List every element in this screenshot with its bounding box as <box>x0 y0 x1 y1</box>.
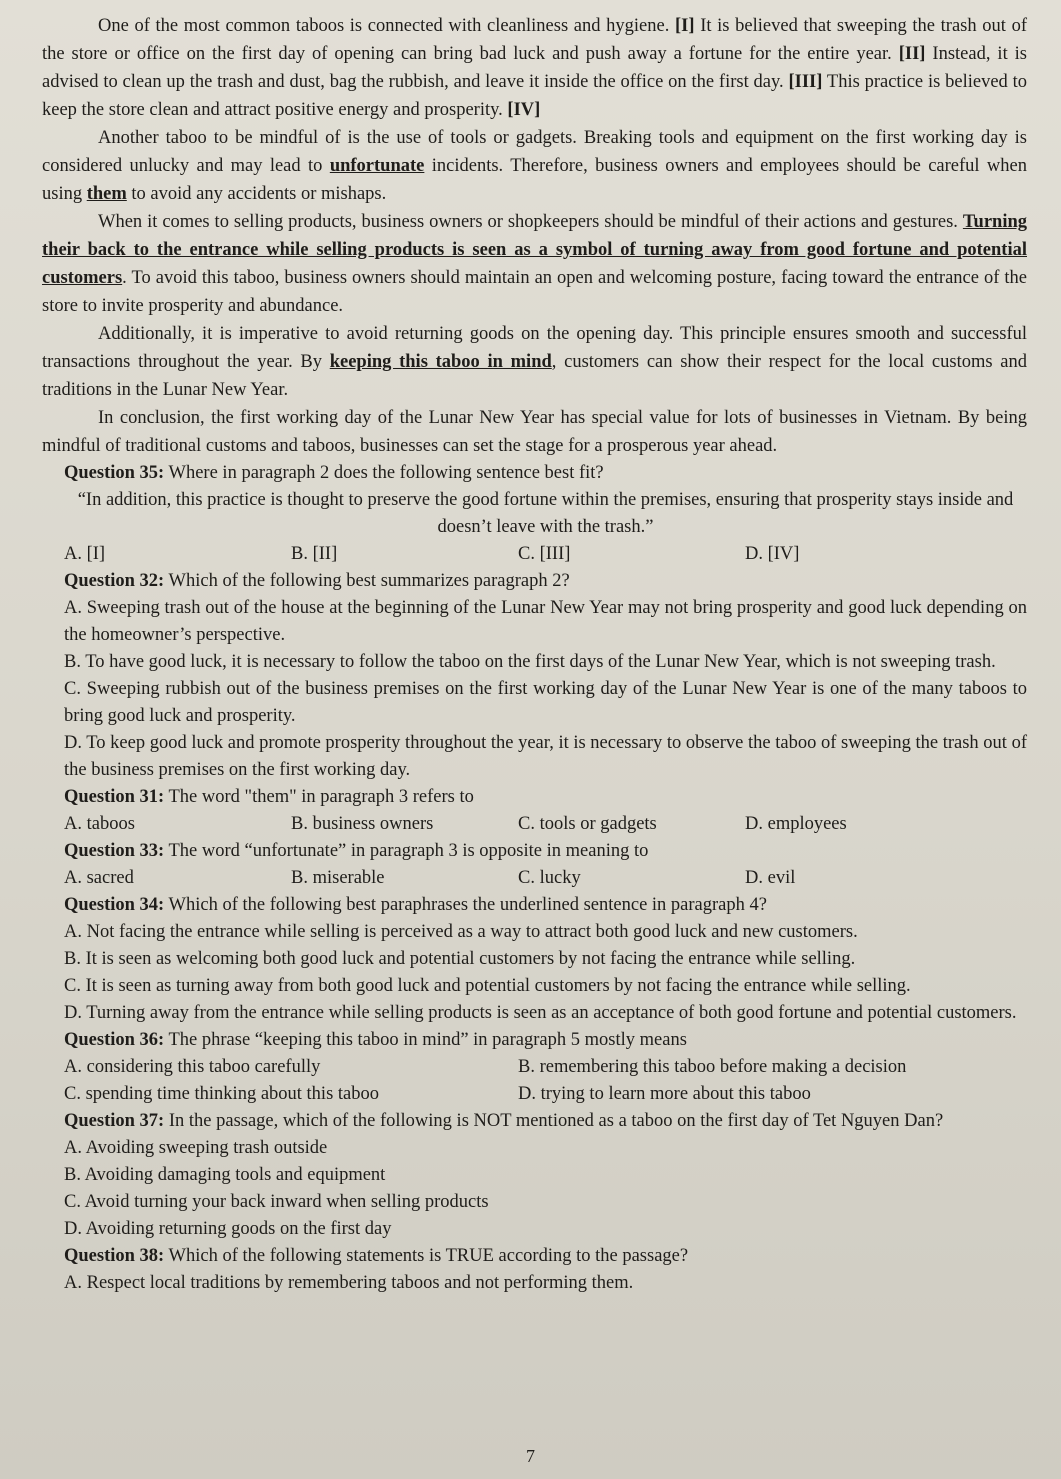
question-37-stem <box>42 1108 1027 1135</box>
question-38-text: Which of the following statements is TRUE according to the passage? <box>164 1246 689 1266</box>
question-38-label: Question 38: <box>64 1246 165 1266</box>
option-b[interactable]: B. Avoiding damaging tools and equipment <box>64 1165 386 1185</box>
paragraph-4 <box>42 320 1027 404</box>
question-31 <box>42 784 1027 838</box>
question-33 <box>42 838 1027 892</box>
option-b[interactable]: B. To have good luck, it is necessary to follow the taboo on the first days of the Lunar New Year, which is not sweeping trash. <box>64 652 996 672</box>
p4-text-b: , customers can show their respect for the local customs and traditions in the Lunar New Year. <box>42 352 1027 400</box>
question-34-text: Which of the following best paraphrases the underlined sentence in paragraph 4? <box>164 895 767 915</box>
underlined-them: them <box>86 184 127 204</box>
question-32-stem <box>42 568 1027 595</box>
question-32-label: Question 32: <box>64 571 165 591</box>
paragraph-2 <box>42 124 1027 208</box>
question-31-text: The word "them" in paragraph 3 refers to <box>164 787 474 807</box>
option-a[interactable]: A. Avoiding sweeping trash outside <box>64 1138 328 1158</box>
option-d[interactable]: D. employees <box>745 814 847 834</box>
question-36-stem <box>42 1027 1027 1054</box>
option-b[interactable]: B. miserable <box>291 868 385 888</box>
question-37 <box>42 1108 1027 1243</box>
question-35-label: Question 35: <box>64 463 165 483</box>
question-36-label: Question 36: <box>64 1030 165 1050</box>
paragraph-1 <box>42 12 1027 124</box>
question-35-quote: “In addition, this practice is thought to preserve the good fortune within the premises, ensuring that prosperity stays inside and doesn’t leave with the trash.” <box>77 490 1014 537</box>
option-b[interactable]: B. It is seen as welcoming both good luck and potential customers by not facing the entrance while selling. <box>64 949 856 969</box>
marker-IV: [IV] <box>507 100 541 120</box>
question-35 <box>42 460 1027 568</box>
option-a[interactable]: A. taboos <box>64 814 135 834</box>
option-d[interactable]: D. Turning away from the entrance while selling products is seen as an acceptance of both good fortune and potential customers. <box>64 1003 1017 1023</box>
question-35-stem <box>42 460 1027 487</box>
question-34-label: Question 34: <box>64 895 165 915</box>
option-a[interactable]: A. considering this taboo carefully <box>64 1057 321 1077</box>
question-31-label: Question 31: <box>64 787 165 807</box>
option-d[interactable]: D. Avoiding returning goods on the first day <box>64 1219 392 1239</box>
option-a[interactable]: A. Not facing the entrance while selling is perceived as a way to attract both good luck and new customers. <box>64 922 858 942</box>
p1-text-c: Instead, it is advised to clean up the trash and dust, bag the rubbish, and leave it inside the office on the first day. <box>42 44 1028 92</box>
p3-text-b: . To avoid this taboo, business owners should maintain an open and welcoming posture, facing toward the entrance of the store to invite prosperity and abundance. <box>42 268 1027 316</box>
reading-passage <box>42 12 1027 1297</box>
p4-text-a: Additionally, it is imperative to avoid returning goods on the opening day. This principle ensures smooth and successful transactions throughout the year. By <box>42 324 1027 372</box>
p3-text-a: When it comes to selling products, business owners or shopkeepers should be mindful of their actions and gestures. <box>98 212 963 232</box>
marker-II: [II] <box>898 44 926 64</box>
question-31-stem <box>42 784 1027 811</box>
question-34 <box>42 892 1027 1027</box>
question-38 <box>42 1243 1027 1297</box>
option-a[interactable]: A. Sweeping trash out of the house at the beginning of the Lunar New Year may not bring prosperity and good luck depending on the homeowner’s perspective. <box>64 598 1027 645</box>
option-c[interactable]: C. tools or gadgets <box>518 814 657 834</box>
question-37-label: Question 37: <box>64 1111 165 1131</box>
option-a[interactable]: A. [I] <box>64 544 106 564</box>
option-b[interactable]: B. business owners <box>291 814 434 834</box>
underlined-unfortunate: unfortunate <box>329 156 425 176</box>
option-d[interactable]: D. trying to learn more about this taboo <box>518 1084 811 1104</box>
question-36-options <box>42 1054 1027 1108</box>
question-37-text: In the passage, which of the following is NOT mentioned as a taboo on the first day of Tet Nguyen Dan? <box>164 1111 944 1131</box>
question-36 <box>42 1027 1027 1108</box>
option-c[interactable]: C. [III] <box>518 544 571 564</box>
option-a[interactable]: A. Respect local traditions by remembering taboos and not performing them. <box>64 1273 634 1293</box>
option-c[interactable]: C. lucky <box>518 868 581 888</box>
question-38-stem <box>42 1243 1027 1270</box>
page-number: 7 <box>526 1446 535 1466</box>
question-31-options <box>42 811 1027 838</box>
p1-text-d: This practice is believed to keep the store clean and attract positive energy and prosperity. <box>42 72 1027 120</box>
option-c[interactable]: C. Sweeping rubbish out of the business premises on the first working day of the Lunar New Year is one of the many taboos to bring good luck and prosperity. <box>64 679 1027 726</box>
question-32-text: Which of the following best summarizes paragraph 2? <box>164 571 570 591</box>
p2-text-b: incidents. Therefore, business owners and employees should be careful when using <box>42 156 1028 204</box>
underlined-sentence: Turning their back to the entrance while selling products is seen as a symbol of turning away from good fortune and potential customers <box>42 212 1027 288</box>
question-33-options <box>42 865 1027 892</box>
p1-text-b: It is believed that sweeping the trash out of the store or office on the first day of opening can bring bad luck and push away a fortune for the entire year. <box>42 16 1027 64</box>
paragraph-3 <box>42 208 1027 320</box>
question-32 <box>42 568 1027 784</box>
option-b[interactable]: B. [II] <box>291 544 338 564</box>
question-35-options <box>42 541 1027 568</box>
question-36-text: The phrase “keeping this taboo in mind” in paragraph 5 mostly means <box>164 1030 687 1050</box>
option-d[interactable]: D. To keep good luck and promote prosperity throughout the year, it is necessary to observe the taboo of sweeping the trash out of the business premises on the first working day. <box>64 733 1027 780</box>
question-35-text: Where in paragraph 2 does the following sentence best fit? <box>164 463 604 483</box>
p1-text-a: One of the most common taboos is connected with cleanliness and hygiene. <box>98 16 676 36</box>
question-33-text: The word “unfortunate” in paragraph 3 is opposite in meaning to <box>164 841 649 861</box>
option-c[interactable]: C. Avoid turning your back inward when selling products <box>64 1192 489 1212</box>
marker-I: [I] <box>675 16 695 36</box>
p2-text-a: Another taboo to be mindful of is the use of tools or gadgets. Breaking tools and equipment on the first working day is considered unlucky and may lead to <box>42 128 1027 176</box>
p2-text-c: to avoid any accidents or mishaps. <box>126 184 387 204</box>
option-a[interactable]: A. sacred <box>64 868 134 888</box>
option-d[interactable]: D. evil <box>745 868 796 888</box>
option-b[interactable]: B. remembering this taboo before making a decision <box>518 1057 907 1077</box>
option-d[interactable]: D. [IV] <box>745 544 800 564</box>
question-33-label: Question 33: <box>64 841 165 861</box>
marker-III: [III] <box>788 72 823 92</box>
question-34-stem <box>42 892 1027 919</box>
underlined-phrase: keeping this taboo in mind <box>329 352 552 372</box>
option-c[interactable]: C. It is seen as turning away from both good luck and potential customers by not facing the entrance while selling. <box>64 976 911 996</box>
paragraph-5: In conclusion, the first working day of the Lunar New Year has special value for lots of businesses in Vietnam. By being mindful of traditional customs and taboos, businesses can set the stage for a prosperous year ahead. <box>42 408 1027 456</box>
question-33-stem <box>42 838 1027 865</box>
option-c[interactable]: C. spending time thinking about this taboo <box>64 1084 379 1104</box>
